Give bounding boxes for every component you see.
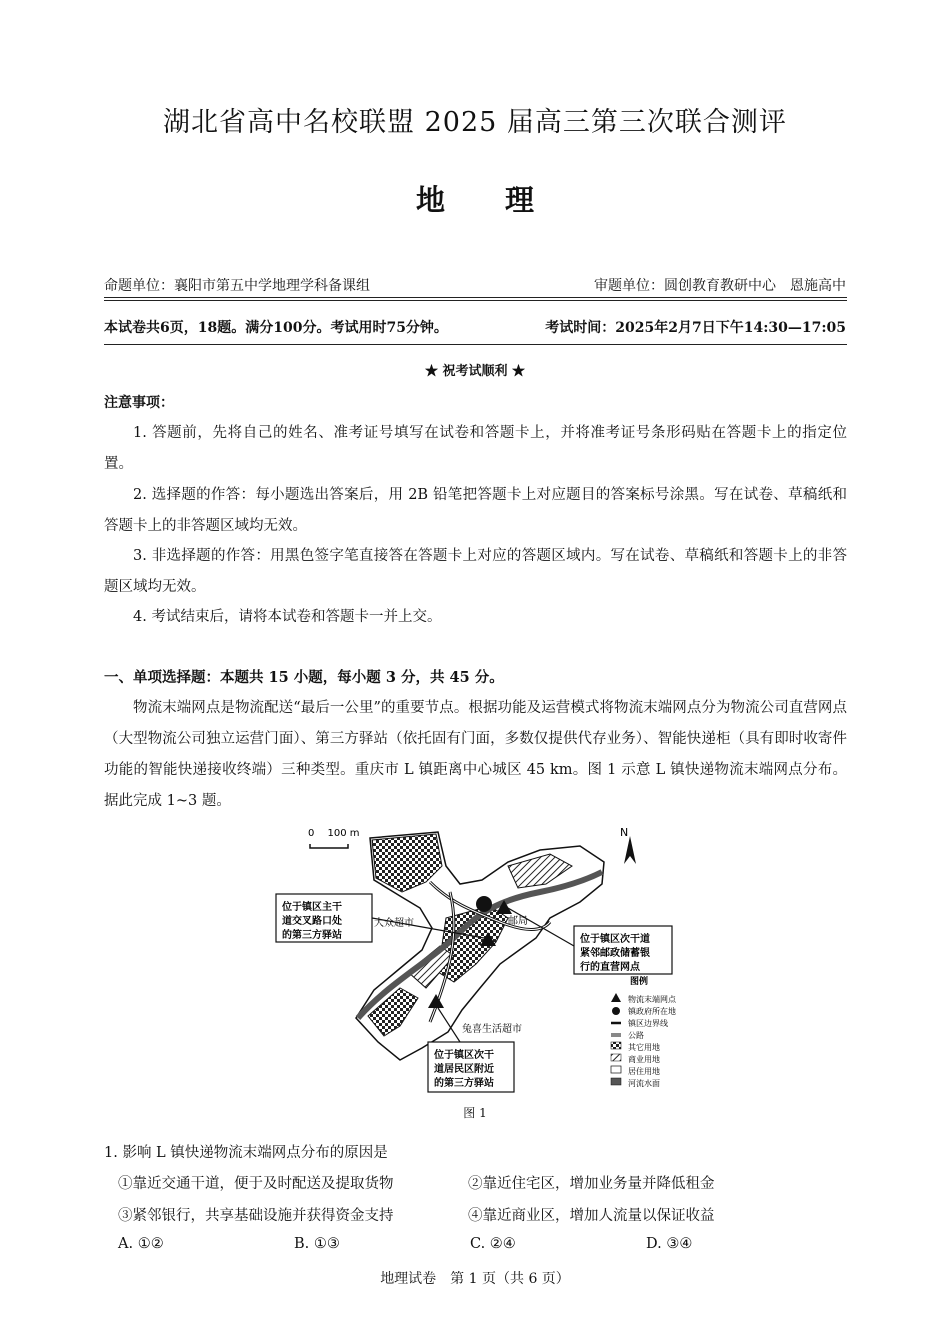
legend-residential-icon [611,1066,621,1073]
statement-1: ①靠近交通干道，便于及时配送及提取货物 [118,1176,394,1192]
section-heading: 一、单项选择题：本题共 15 小题，每小题 3 分，共 45 分。 [104,669,504,686]
callout-2-line-1: 位于镇区次干道 [580,934,650,945]
callout-2-line-3: 行的直营网点 [580,962,640,973]
callout-1-line-1: 位于镇区主干 [282,902,342,913]
callout-1-line-2: 道交叉路口处 [282,916,342,927]
scale-label: 0 100 m [308,828,360,839]
choice-b: B. ①③ [294,1236,340,1252]
label-supermarket-1: 大众超市 [374,918,414,929]
exam-title: 湖北省高中名校联盟 2025 届高三第三次联合测评 [163,107,787,138]
legend-river-icon [611,1078,621,1085]
notice-item-1: 1. 答题前，先将自己的姓名、准考证号填写在试卷和答题卡上，并将准考证号条形码贴在答题卡上的指定位置。 [104,425,847,472]
legend-logistics: 物流末端网点 [628,995,676,1004]
label-post-office: 邮局 [508,916,528,927]
divider-bottom [104,344,847,345]
callout-1-line-3: 的第三方驿站 [282,930,342,941]
statement-3: ③紧邻银行，共享基础设施并获得资金支持 [118,1208,394,1224]
figure-caption: 图 1 [463,1106,487,1120]
legend-government: 镇政府所在地 [628,1007,676,1016]
notice-item-3: 3. 非选择题的作答：用黑色签字笔直接答在答题卡上对应的答题区域内。写在试卷、草稿纸和答题卡上的非答题区域均无效。 [104,548,847,595]
author-unit: 命题单位：襄阳市第五中学地理学科备课组 [104,278,370,294]
statement-2: ②靠近住宅区，增加业务量并降低租金 [468,1176,715,1192]
exam-time: 考试时间：2025年2月7日下午14:30—17:05 [545,320,846,336]
north-arrow-icon [624,836,636,864]
legend-boundary: 镇区边界线 [628,1019,668,1028]
choice-c: C. ②④ [470,1236,516,1252]
divider-top [104,297,847,298]
good-luck: ★ 祝考试顺利 ★ [424,364,526,379]
notice-item-4: 4. 考试结束后，请将本试卷和答题卡一并上交。 [133,609,442,625]
legend-commercial: 商业用地 [628,1055,660,1064]
page-footer: 地理试卷 第 1 页（共 6 页） [380,1271,570,1287]
legend-title: 图例 [630,977,649,987]
town-government-marker [476,896,492,912]
callout-3-line-3: 的第三方驿站 [434,1078,494,1089]
scale-bar [310,844,348,848]
legend-river: 河流水面 [628,1079,660,1088]
label-supermarket-2: 兔喜生活超市 [462,1024,522,1035]
legend-other: 其它用地 [628,1043,660,1052]
legend-road: 公路 [628,1031,644,1040]
subject-title: 地理 [415,183,594,217]
legend-logistics-icon [611,993,621,1002]
divider-top-2 [104,300,847,301]
statement-4: ④靠近商业区，增加人流量以保证收益 [468,1208,715,1224]
callout-3-line-2: 道居民区附近 [434,1064,494,1075]
exam-info: 本试卷共6页，18题。满分100分。考试用时75分钟。 [104,320,448,336]
passage: 物流末端网点是物流配送“最后一公里”的重要节点。根据功能及运营模式将物流末端网点分为物流公司直营网点（大型物流公司独立运营门面）、第三方驿站（依托固有门面，多数仅提供代存业务）、智能快递柜（具有即时收寄件功能的智能快递接收终端）三种类型。重庆市 L 镇距离中心城区 45 km。图 1 示意 L 镇快递物流末端网点分布。据此完成 1~3 题。 [104,700,847,809]
callout-2-line-2: 紧邻邮政储蓄银 [580,948,650,959]
choice-d: D. ③④ [646,1236,693,1252]
legend-government-icon [612,1007,620,1015]
north-label: N [620,826,629,839]
question-1-stem: 1. 影响 L 镇快递物流末端网点分布的原因是 [104,1145,388,1161]
notice-heading: 注意事项： [104,395,174,411]
callout-3-line-1: 位于镇区次干 [434,1050,494,1061]
legend-residential: 居住用地 [628,1067,660,1076]
legend-commercial-icon [611,1054,621,1061]
review-unit: 审题单位：圆创教育教研中心 恩施高中 [594,278,846,294]
town-map-figure [250,822,720,1102]
choice-a: A. ①② [118,1236,164,1252]
legend-other-icon [611,1042,621,1049]
notice-item-2: 2. 选择题的作答：每小题选出答案后，用 2B 铅笔把答题卡上对应题目的答案标号涂黑。写在试卷、草稿纸和答题卡上的非答题区域均无效。 [104,487,847,534]
